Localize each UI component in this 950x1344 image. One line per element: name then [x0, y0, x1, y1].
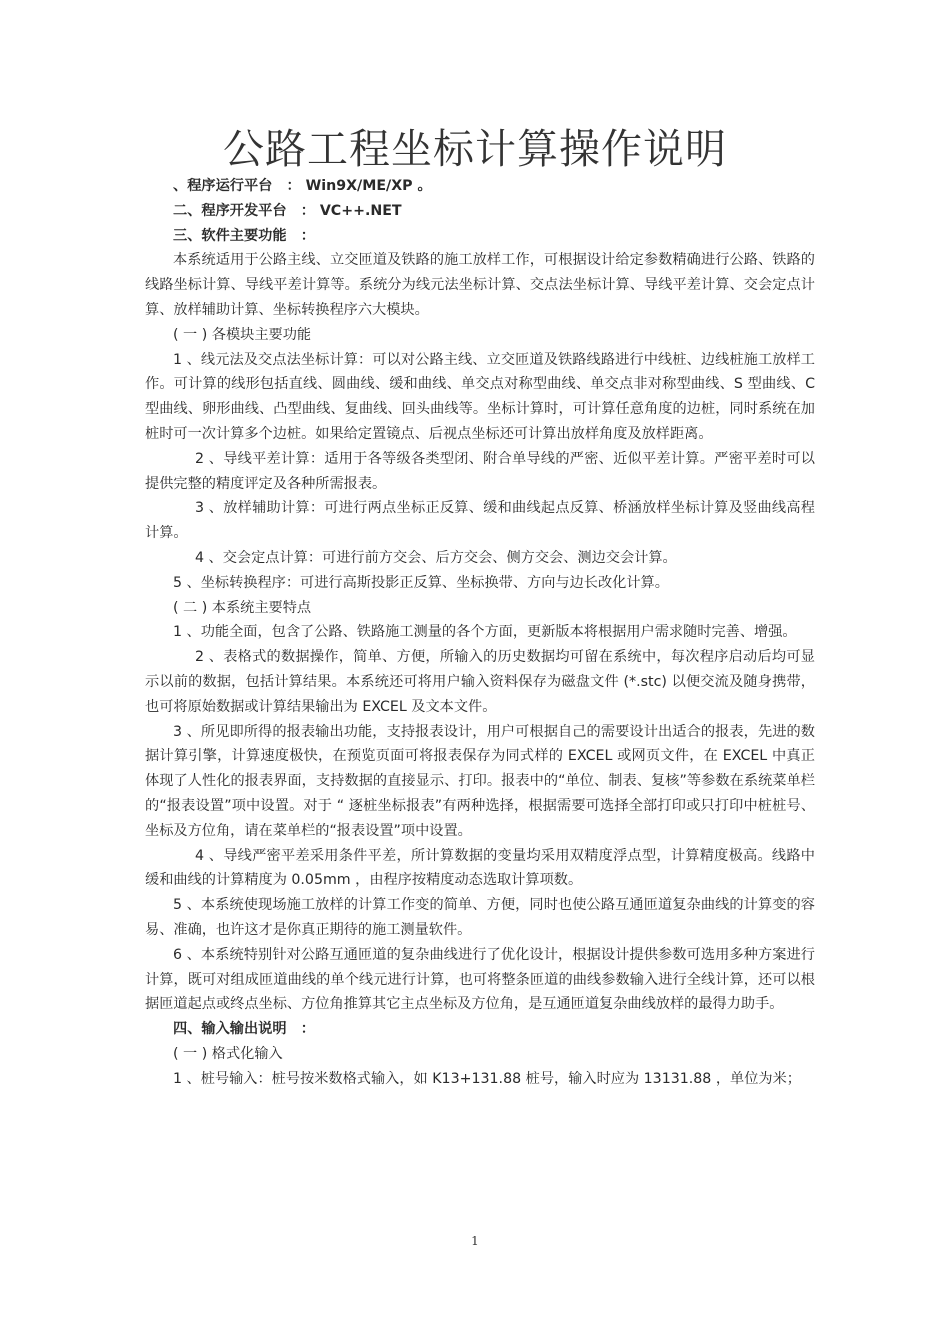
- page-number: 1: [471, 1234, 479, 1248]
- section-heading-io: 四、输入输出说明 ：: [173, 1021, 315, 1038]
- paragraph-feature-2: 2 、表格式的数据操作，简单、方便，所输入的历史数据均可留在系统中，每次程序启动后均可显示以前的数据，包括计算结果。本系统还可将用户输入资料保存为磁盘文件 (*.stc) 以便交流及随身携带，也可将原始数据或计算结果输出为 EXCEL 及文本文件。: [145, 649, 815, 715]
- paragraph-station-input: 1 、桩号输入：桩号按米数格式输入，如 K13+131.88 桩号，输入时应为 13131.88 ，单位为米；: [173, 1070, 801, 1087]
- paragraph-feature-5: 5 、本系统使现场施工放样的计算工作变的简单、方便，同时也使公路互通匝道复杂曲线的计算变的容易、准确，也许这才是你真正期待的施工测量软件。: [145, 897, 815, 938]
- paragraph-feature-1: 1 、功能全面，包含了公路、铁路施工测量的各个方面，更新版本将根据用户需求随时完善、增强。: [173, 624, 797, 641]
- paragraph-feature-6: 6 、本系统特别针对公路互通匝道的复杂曲线进行了优化设计，根据设计提供参数可选用多种方案进行计算，既可对组成匝道曲线的单个线元进行计算，也可将整条匝道的曲线参数输入进行全线计算，还可以根据匝道起点或终点坐标、方位角推算其它主点坐标及方位角，是互通匝道复杂曲线放样的最得力助手。: [145, 946, 815, 1013]
- subheading-format-input: ( 一 ) 格式化输入: [173, 1045, 283, 1062]
- section-heading-functions: 三、软件主要功能 ：: [173, 227, 315, 244]
- subheading-features: ( 二 ) 本系统主要特点: [173, 599, 312, 616]
- section-heading-platform: 、程序运行平台 ： Win9X/ME/XP 。: [173, 178, 432, 194]
- paragraph-module-1: 1 、线元法及交点法坐标计算：可以对公路主线、立交匝道及铁路线路进行中线桩、边线桩施工放样工作。可计算的线形包括直线、圆曲线、缓和曲线、单交点对称型曲线、单交点非对称型曲线、S 型曲线、C 型曲线、卵形曲线、凸型曲线、复曲线、回头曲线等。坐标计算时，可计算任意角度的边桩，同时系统在加桩时可一次计算多个边桩。如果给定置镜点、后视点坐标还可计算出放样角度及放样距离。: [145, 351, 815, 442]
- paragraph-module-3: 3 、放样辅助计算：可进行两点坐标正反算、缓和曲线起点反算、桥涵放样坐标计算及竖曲线高程计算。: [145, 500, 815, 542]
- paragraph-intro: 本系统适用于公路主线、立交匝道及铁路的施工放样工作，可根据设计给定参数精确进行公路、铁路的线路坐标计算、导线平差计算等。系统分为线元法坐标计算、交点法坐标计算、导线平差计算、交会定点计算、放样辅助计算、坐标转换程序六大模块。: [145, 252, 815, 318]
- section-heading-dev-platform: 二、程序开发平台 ： VC++.NET: [173, 202, 402, 219]
- document-title: 公路工程坐标计算操作说明: [223, 125, 727, 173]
- document-body: [145, 174, 815, 1091]
- paragraph-module-4: 4 、交会定点计算：可进行前方交会、后方交会、侧方交会、测边交会计算。: [195, 549, 677, 566]
- paragraph-module-5: 5 、坐标转换程序：可进行高斯投影正反算、坐标换带、方向与边长改化计算。: [173, 574, 669, 591]
- paragraph-module-2: 2 、导线平差计算：适用于各等级各类型闭、附合单导线的严密、近似平差计算。严密平差时可以提供完整的精度评定及各种所需报表。: [145, 450, 815, 492]
- subheading-modules: ( 一 ) 各模块主要功能: [173, 326, 312, 343]
- paragraph-feature-3: 3 、所见即所得的报表输出功能，支持报表设计，用户可根据自己的需要设计出适合的报表，先进的数据计算引擎，计算速度极快，在预览页面可将报表保存为同式样的 EXCEL 或网页文件，在 EXCEL 中真正体现了人性化的报表界面，支持数据的直接显示、打印。报表中的“单位、制表、复核”等参数在系统菜单栏的“报表设置”项中设置。对于 “ 逐桩坐标报表”有两种选择，根据需要可选择全部打印或只打印中桩桩号、坐标及方位角，请在菜单栏的“报表设置”项中设置。: [145, 723, 815, 839]
- paragraph-feature-4: 4 、导线严密平差采用条件平差，所计算数据的变量均采用双精度浮点型，计算精度极高。线路中缓和曲线的计算精度为 0.05mm ，由程序按精度动态选取计算项数。: [145, 847, 815, 889]
